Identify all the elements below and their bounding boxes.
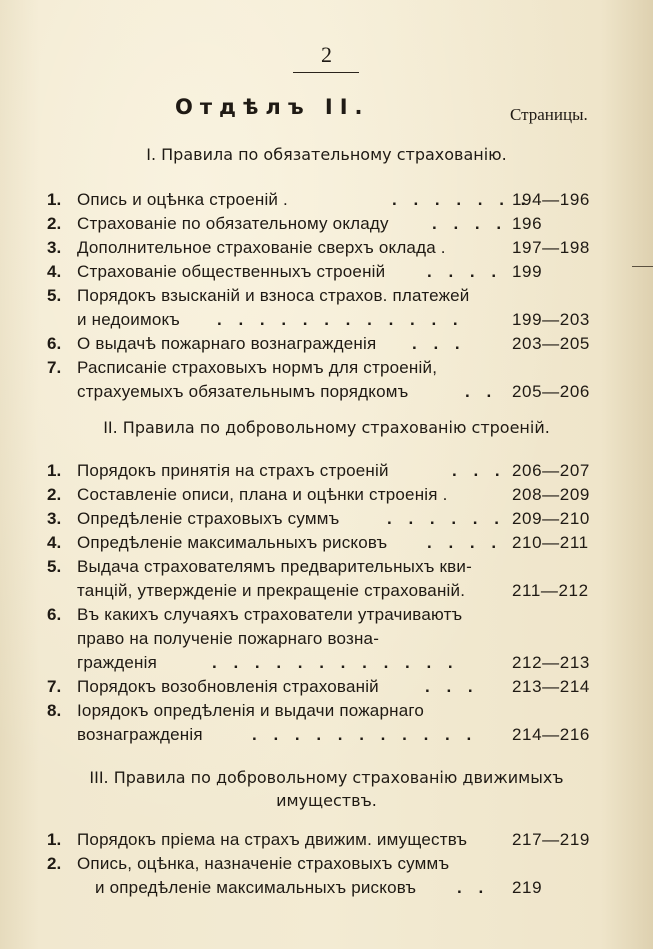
entry-number: 3. [47,238,62,257]
page-number-rule [293,72,359,73]
entry-text: Порядокъ возобновленія страхованій [77,677,379,696]
entry-number: 3. [47,509,62,528]
leader-dots: . . . . [427,533,503,552]
entry-number: 8. [47,701,62,720]
leader-dots: . . [465,382,498,401]
entry-number: 1. [47,461,62,480]
entry-number: 6. [47,334,62,353]
entry-text: гражденія [77,653,158,672]
entry-number: 7. [47,358,62,377]
entry-text: Порядокъ пріема на страхъ движим. имуществъ [77,830,468,849]
entry-number: 7. [47,677,62,696]
entry-text: страхуемыхъ обязательнымъ порядкомъ [77,382,409,401]
entry-pages: 214—216 [512,725,590,744]
entry-text: Іорядокъ опредѣленія и выдачи пожарнаго [77,701,425,720]
entry-text: и опредѣленіе максимальныхъ рисковъ [95,878,417,897]
entry-text: танцій, утвержденіе и прекращеніе страхованій. [77,581,466,600]
subsection-title-1: I. Правила по обязательному страхованію. [146,145,507,164]
entry-text: Выдача страхователямъ предварительныхъ кви- [77,557,472,576]
page-edge-mark [632,266,653,267]
entry-pages: 206—207 [512,461,590,480]
entry-pages: 205—206 [512,382,590,401]
subsection-title-2: II. Правила по добровольному страхованію строеній. [103,418,550,437]
subsection-title-3-continuation: имуществъ. [276,791,377,810]
page-number: 2 [321,42,332,67]
entry-number: 4. [47,262,62,281]
entry-number: 2. [47,854,62,873]
leader-dots: . . . [412,334,466,353]
leader-dots: . . . [452,461,506,480]
entry-text: Расписаніе страховыхъ нормъ для строеній, [77,358,438,377]
leader-dots: . . . [425,677,479,696]
entry-text: Дополнительное страхованіе сверхъ оклада . [77,238,446,257]
entry-number: 5. [47,286,62,305]
entry-number: 1. [47,830,62,849]
entry-number: 2. [47,214,62,233]
leader-dots: . . . . . . . . . . . [252,725,478,744]
entry-pages: 209—210 [512,509,590,528]
entry-number: 1. [47,190,62,209]
leader-dots: . . . . . . . . . . . . [217,310,464,329]
entry-text: Порядокъ взысканій и взноса страхов. платежей [77,286,470,305]
entry-text: Составленіе описи, плана и оцѣнки строенія . [77,485,448,504]
entry-pages: 194—196 [512,190,590,209]
leader-dots: . . . . . . [387,509,505,528]
entry-number: 6. [47,605,62,624]
entry-text: Въ какихъ случаяхъ страхователи утрачиваютъ [77,605,463,624]
leader-dots: . . . . [427,262,503,281]
entry-text: Опись и оцѣнка строеній . [77,190,288,209]
entry-text: Опись, оцѣнка, назначеніе страховыхъ суммъ [77,854,450,873]
entry-pages: 217—219 [512,830,590,849]
entry-text: Страхованіе общественныхъ строеній [77,262,386,281]
entry-pages: 196 [512,214,543,233]
entry-text: Порядокъ принятія на страхъ строеній [77,461,389,480]
subsection-title-3: III. Правила по добровольному страхованію движимыхъ [89,768,564,787]
entry-text: О выдачѣ пожарнаго вознагражденія [77,334,377,353]
entry-pages: 210—211 [512,533,589,552]
leader-dots: . . . . . . . [392,190,532,209]
entry-text: Опредѣленіе максимальныхъ рисковъ [77,533,388,552]
leader-dots: . . . . . . . . . . . . [212,653,459,672]
pages-column-label: Страницы. [510,105,588,124]
entry-pages: 211—212 [512,581,589,600]
entry-text: Страхованіе по обязательному окладу [77,214,389,233]
entry-pages: 212—213 [512,653,590,672]
entry-pages: 213—214 [512,677,590,696]
entry-pages: 199 [512,262,543,281]
leader-dots: . . [457,878,490,897]
entry-text: вознагражденія [77,725,203,744]
entry-number: 2. [47,485,62,504]
entry-text: Опредѣленіе страховыхъ суммъ [77,509,340,528]
leader-dots: . . . . [432,214,508,233]
entry-pages: 199—203 [512,310,590,329]
entry-pages: 219 [512,878,543,897]
entry-pages: 203—205 [512,334,590,353]
entry-text: и недоимокъ [77,310,180,329]
entry-text: право на полученіе пожарнаго возна- [77,629,380,648]
entry-number: 4. [47,533,62,552]
section-heading: Отдѣлъ II. [175,95,370,119]
entry-pages: 208—209 [512,485,590,504]
entry-number: 5. [47,557,62,576]
entry-pages: 197—198 [512,238,590,257]
